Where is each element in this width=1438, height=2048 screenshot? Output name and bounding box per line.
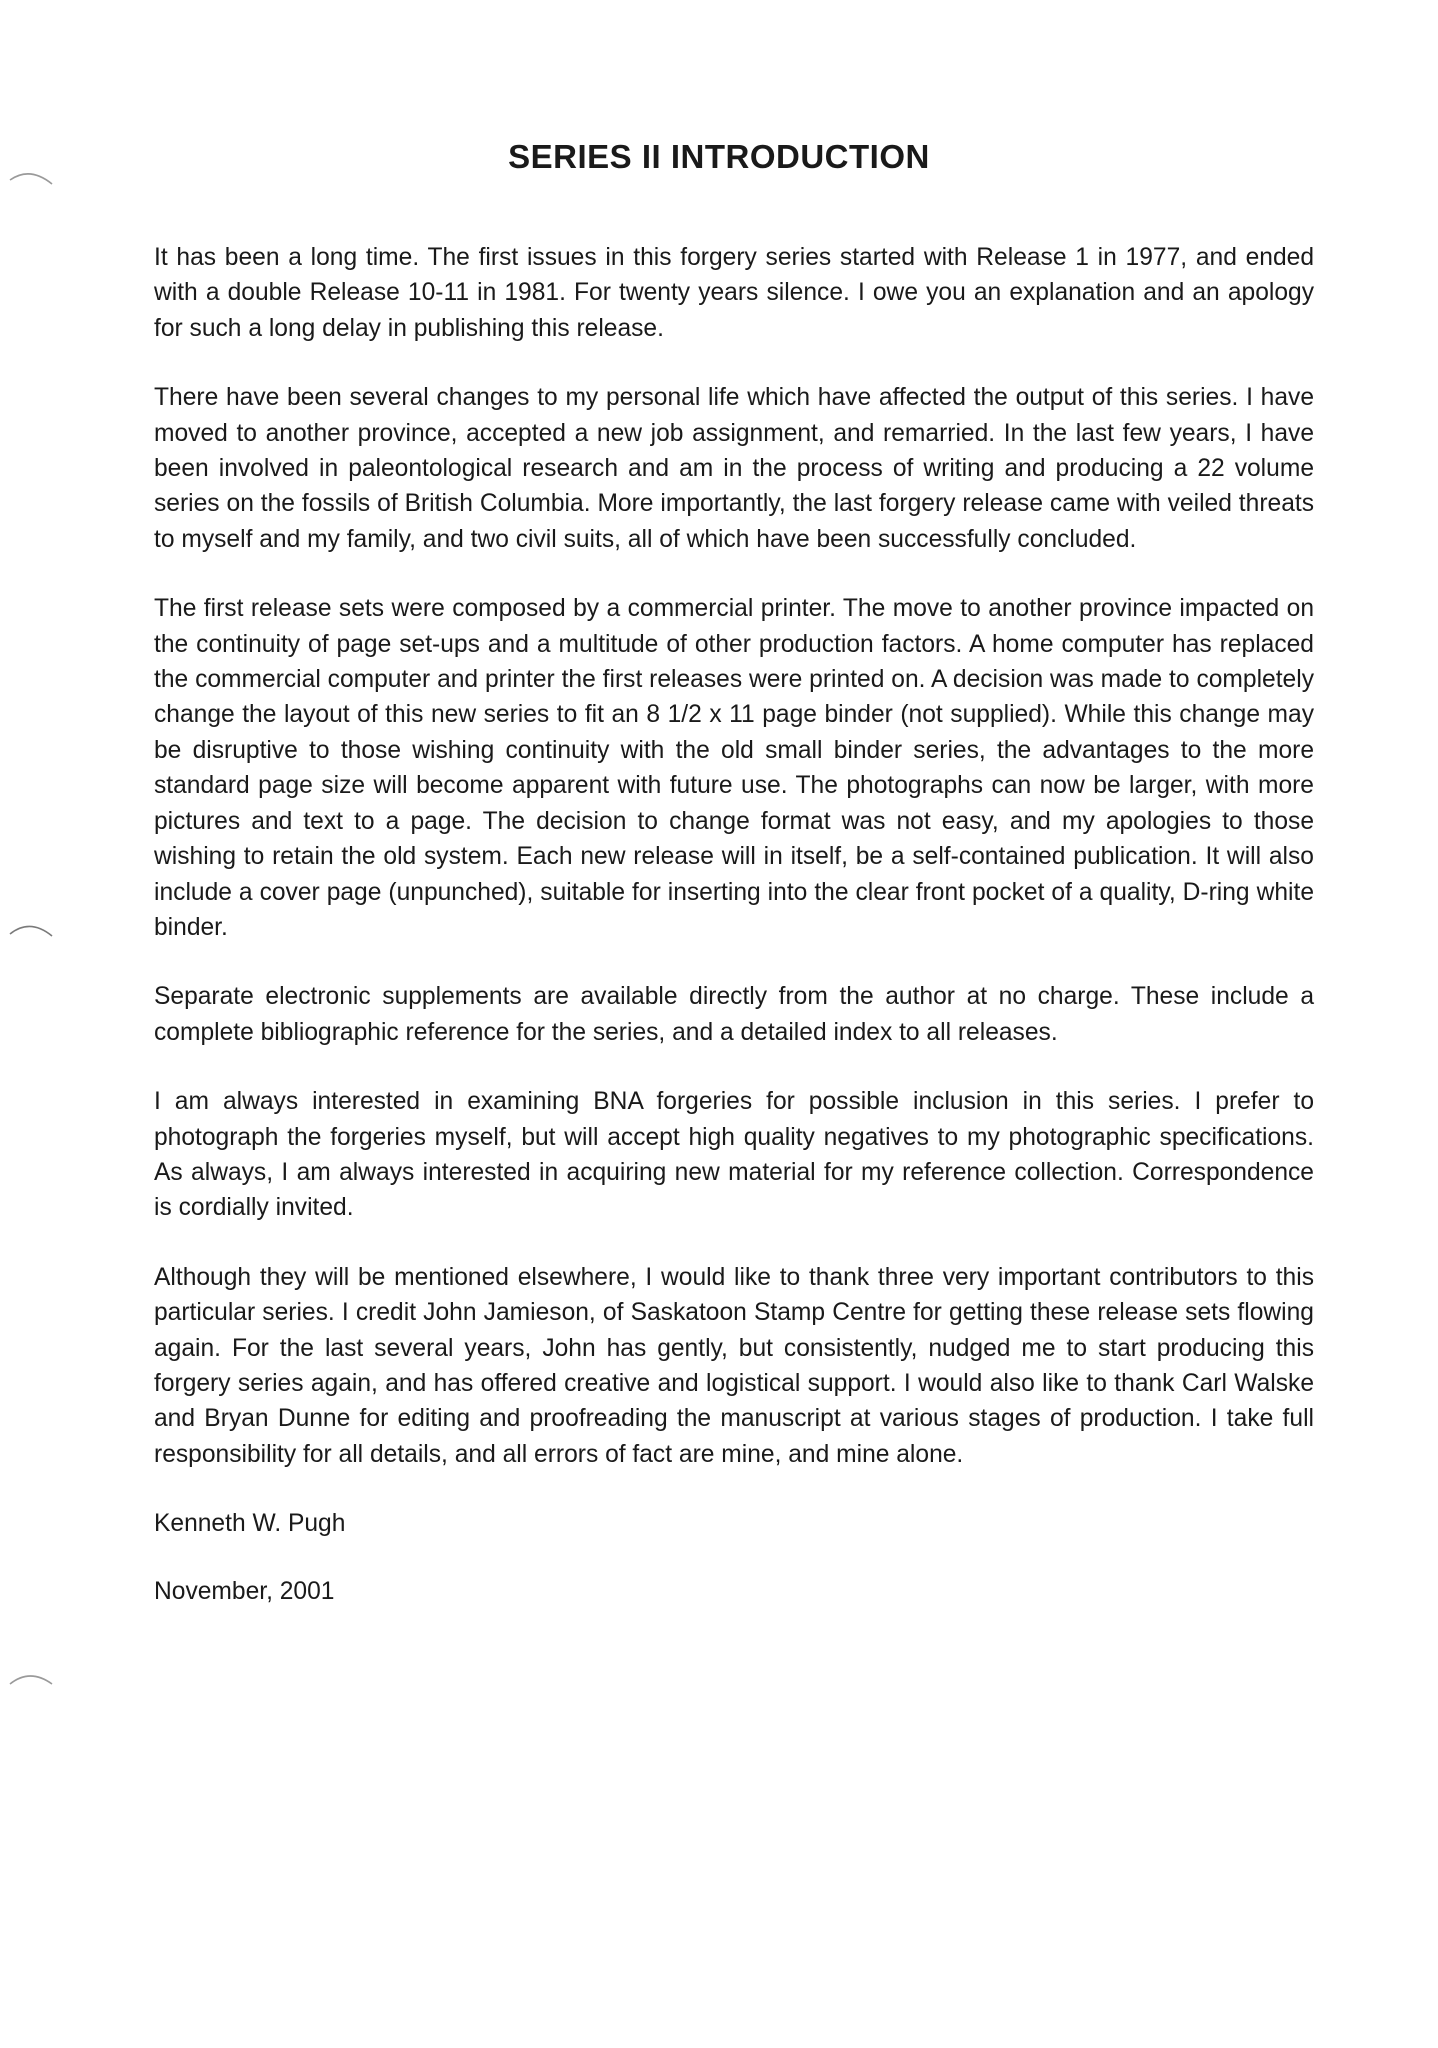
punch-hole-mark-bottom bbox=[8, 1670, 54, 1690]
document-date: November, 2001 bbox=[154, 1577, 335, 1605]
paragraph-3: The first release sets were composed by a commercial printer. The move to another province impacted on the continuity of page set-ups and a multitude of other production factors. A home computer has replaced the commercial computer and printer the first releases were printed on. A decision was made to completely change the layout of this new series to fit an 8 1/2 x 11 page binder (not supplied). While this change may be disruptive to those wishing continuity with the old small binder series, the advantages to the more standard page size will become apparent with future use. The photographs can now be larger, with more pictures and text to a page. The decision to change format was not easy, and my apologies to those wishing to retain the old system. Each new release will in itself, be a self-contained publication. It will also include a cover page (unpunched), suitable for inserting into the clear front pocket of a quality, D-ring white binder. bbox=[154, 595, 1314, 941]
punch-hole-mark-middle bbox=[8, 920, 54, 940]
paragraph-6: Although they will be mentioned elsewhere, I would like to thank three very important contributors to this particular series. I credit John Jamieson, of Saskatoon Stamp Centre for getting these release sets flowing again. For the last several years, John has gently, but consistently, nudged me to start producing this forgery series again, and has offered creative and logistical support. I would also like to thank Carl Walske and Bryan Dunne for editing and proofreading the manuscript at various stages of production. I take full responsibility for all details, and all errors of fact are mine, and mine alone. bbox=[154, 1263, 1314, 1468]
author-signature: Kenneth W. Pugh bbox=[154, 1510, 346, 1538]
paragraph-4: Separate electronic supplements are available directly from the author at no charge. These include a complete bibliographic reference for the series, and a detailed index to all releases. bbox=[154, 983, 1314, 1046]
document-title: SERIES II INTRODUCTION bbox=[508, 138, 930, 175]
paragraph-5: I am always interested in examining BNA forgeries for possible inclusion in this series. I prefer to photograph the forgeries myself, but will accept high quality negatives to my photographic specifications. As always, I am always interested in acquiring new material for my reference collection. Correspondence is cordially invited. bbox=[154, 1088, 1314, 1222]
document-body bbox=[154, 240, 1314, 1609]
paragraph-1: It has been a long time. The first issues in this forgery series started with Release 1 in 1977, and ended with a double Release 10-11 in 1981. For twenty years silence. I owe you an explanation and an apology for such a long delay in publishing this release. bbox=[154, 244, 1314, 342]
paragraph-2: There have been several changes to my personal life which have affected the output of this series. I have moved to another province, accepted a new job assignment, and remarried. In the last few years, I have been involved in paleontological research and am in the process of writing and producing a 22 volume series on the fossils of British Columbia. More importantly, the last forgery release came with veiled threats to myself and my family, and two civil suits, all of which have been successfully concluded. bbox=[154, 384, 1314, 553]
